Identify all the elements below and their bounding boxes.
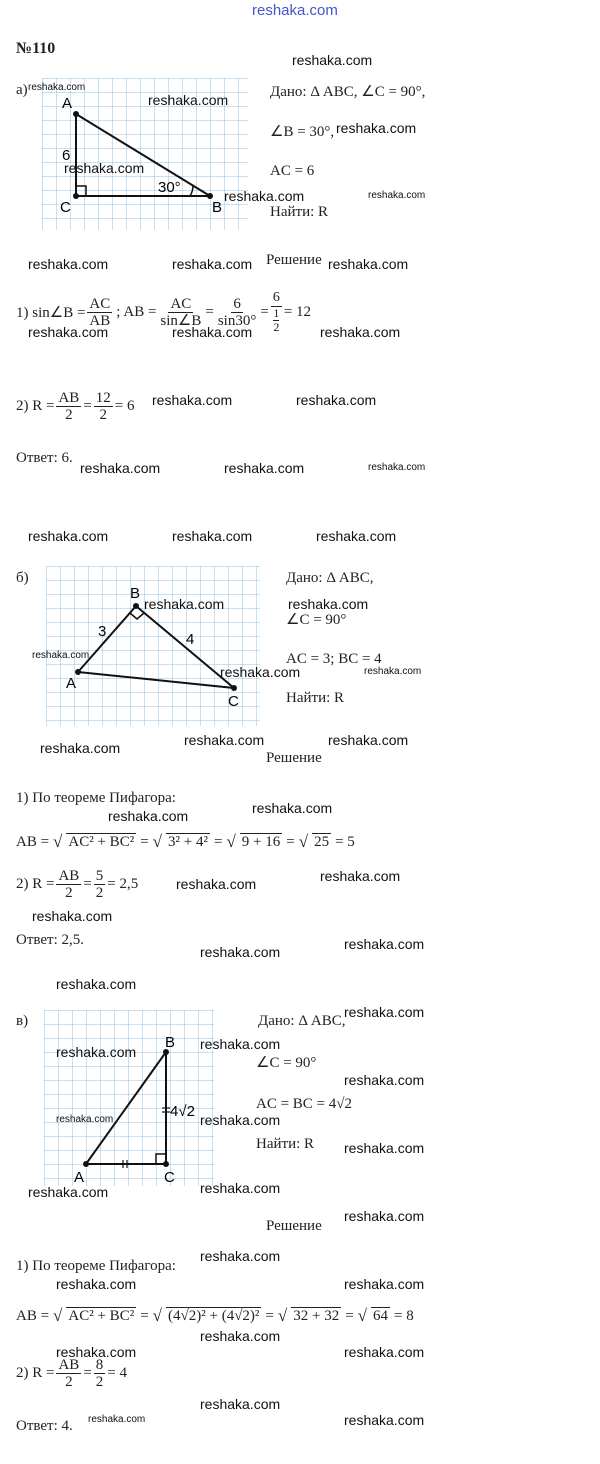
point-c [163, 1161, 169, 1167]
point-c [231, 685, 237, 691]
watermark: reshaka.com [200, 1036, 281, 1052]
part-b-answer: Ответ: 2,5. [16, 932, 85, 948]
header-site-link[interactable]: reshaka.com [252, 2, 338, 19]
part-b-label: б) [16, 570, 29, 586]
watermark: reshaka.com [344, 1140, 425, 1156]
problem-number: №110 [16, 40, 56, 57]
watermark: reshaka.com [220, 664, 301, 680]
watermark: reshaka.com [328, 256, 409, 272]
part-a-given-2: ∠B = 30°, [270, 124, 335, 140]
watermark: reshaka.com [108, 808, 189, 824]
part-c-given-1: Дано: Δ ABC, [258, 1013, 346, 1029]
watermark: reshaka.com [200, 1328, 281, 1344]
part-b-figure [46, 566, 260, 726]
watermark: reshaka.com [56, 1276, 137, 1292]
watermark: reshaka.com [344, 1276, 425, 1292]
watermark: reshaka.com [200, 1180, 281, 1196]
part-c-given-2: ∠C = 90° [256, 1055, 317, 1071]
watermark: reshaka.com [176, 876, 257, 892]
watermark: reshaka.com [144, 596, 225, 612]
watermark: reshaka.com [56, 1044, 137, 1060]
part-a-find: Найти: R [270, 204, 329, 220]
point-a [83, 1161, 89, 1167]
part-b-step-2: 2) R = $\frac{AB}{2}$ = $\frac{5}{2}$ = 2,5 [16, 868, 139, 901]
watermark: reshaka.com [40, 740, 121, 756]
watermark: reshaka.com [28, 1184, 109, 1200]
vertex-a-label: A [66, 675, 77, 692]
watermark: reshaka.com [200, 1396, 281, 1412]
part-b-find: Найти: R [286, 690, 345, 706]
part-b-step-1: 1) По теореме Пифагора: [16, 790, 176, 806]
part-b-given-2: ∠C = 90° [286, 612, 347, 628]
side-ab-label: 3 [98, 623, 107, 640]
watermark: reshaka.com [28, 82, 86, 93]
watermark: reshaka.com [296, 392, 377, 408]
watermark: reshaka.com [200, 944, 281, 960]
watermark: reshaka.com [316, 528, 397, 544]
vertex-c-label: C [164, 1169, 175, 1186]
watermark: reshaka.com [184, 732, 265, 748]
part-b-equation: AB = √ AC² + BC² = √ 3² + 4² = √ 9 + 16 = √ 25 = 5 [16, 832, 355, 851]
watermark: reshaka.com [172, 528, 253, 544]
point-a [73, 111, 79, 117]
part-c-label: в) [16, 1013, 29, 1029]
point-b [133, 603, 139, 609]
watermark: reshaka.com [28, 528, 109, 544]
watermark: reshaka.com [56, 1114, 114, 1125]
watermark: reshaka.com [224, 460, 305, 476]
watermark: reshaka.com [364, 666, 422, 677]
vertex-a-label: A [74, 1169, 85, 1186]
watermark: reshaka.com [292, 52, 373, 68]
watermark: reshaka.com [200, 1248, 281, 1264]
side-ac-label: 6 [62, 147, 71, 164]
watermark: reshaka.com [56, 976, 137, 992]
side-bc-label: 4 [186, 631, 195, 648]
point-c [73, 193, 79, 199]
part-a-solution-title: Решение [266, 252, 322, 268]
watermark: reshaka.com [152, 392, 233, 408]
part-c-step-2: 2) R = $\frac{AB}{2}$ = $\frac{8}{2}$ = 4 [16, 1357, 127, 1390]
part-b-solution-title: Решение [266, 750, 322, 766]
watermark: reshaka.com [148, 92, 229, 108]
part-a-step-1: 1) sin∠B = $\frac{AC}{AB}$ ; AB = $\frac{AC}{\sin\angle B}$ = $\frac{6}{\sin 30^\circ}$ = 6 1 2 = 12 [16, 290, 312, 334]
watermark: reshaka.com [368, 462, 426, 473]
part-c-step-1: 1) По теореме Пифагора: [16, 1258, 176, 1274]
watermark: reshaka.com [328, 732, 409, 748]
watermark: reshaka.com [344, 1412, 425, 1428]
part-a-label: а) [16, 82, 28, 98]
watermark: reshaka.com [172, 256, 253, 272]
side-bc-label: 4√2 [170, 1103, 195, 1120]
part-a-given-1: Дано: Δ ABC, ∠C = 90°, [270, 84, 426, 100]
watermark: reshaka.com [80, 460, 161, 476]
watermark: reshaka.com [64, 160, 145, 176]
watermark: reshaka.com [56, 1344, 137, 1360]
watermark: reshaka.com [320, 324, 401, 340]
watermark: reshaka.com [200, 1112, 281, 1128]
part-a-step-2: 2) R = $\frac{AB}{2}$ = $\frac{12}{2}$ = 6 [16, 390, 135, 423]
watermark: reshaka.com [344, 1072, 425, 1088]
part-a-answer: Ответ: 6. [16, 450, 73, 466]
part-a-given-3: AC = 6 [270, 163, 315, 179]
vertex-b-label: B [212, 199, 223, 216]
watermark: reshaka.com [344, 1004, 425, 1020]
angle-b-label: 30° [158, 179, 181, 196]
vertex-b-label: B [130, 585, 141, 602]
watermark: reshaka.com [88, 1414, 146, 1425]
watermark: reshaka.com [224, 188, 305, 204]
watermark: reshaka.com [336, 120, 417, 136]
watermark: reshaka.com [288, 596, 369, 612]
watermark: reshaka.com [368, 190, 426, 201]
watermark: reshaka.com [252, 800, 333, 816]
part-c-given-3: AC = BC = 4√2 [256, 1096, 352, 1112]
watermark: reshaka.com [28, 256, 109, 272]
vertex-a-label: A [62, 95, 73, 112]
part-c-find: Найти: R [256, 1136, 315, 1152]
watermark: reshaka.com [32, 650, 90, 661]
part-b-given-3: AC = 3; BC = 4 [286, 651, 382, 667]
watermark: reshaka.com [28, 324, 109, 340]
watermark: reshaka.com [32, 908, 113, 924]
part-c-answer: Ответ: 4. [16, 1418, 73, 1434]
watermark: reshaka.com [320, 868, 401, 884]
part-b-given-1: Дано: Δ ABC, [286, 570, 374, 586]
watermark: reshaka.com [172, 324, 253, 340]
watermark: reshaka.com [344, 936, 425, 952]
vertex-c-label: C [228, 693, 239, 710]
watermark: reshaka.com [344, 1208, 425, 1224]
part-c-equation: AB = √ AC² + BC² = √ (4√2)² + (4√2)² = √ 32 + 32 = √ 64 = 8 [16, 1306, 414, 1325]
vertex-c-label: C [60, 199, 71, 216]
part-c-solution-title: Решение [266, 1218, 322, 1234]
watermark: reshaka.com [344, 1344, 425, 1360]
part-c-figure [44, 1010, 214, 1186]
vertex-b-label: B [165, 1034, 176, 1051]
